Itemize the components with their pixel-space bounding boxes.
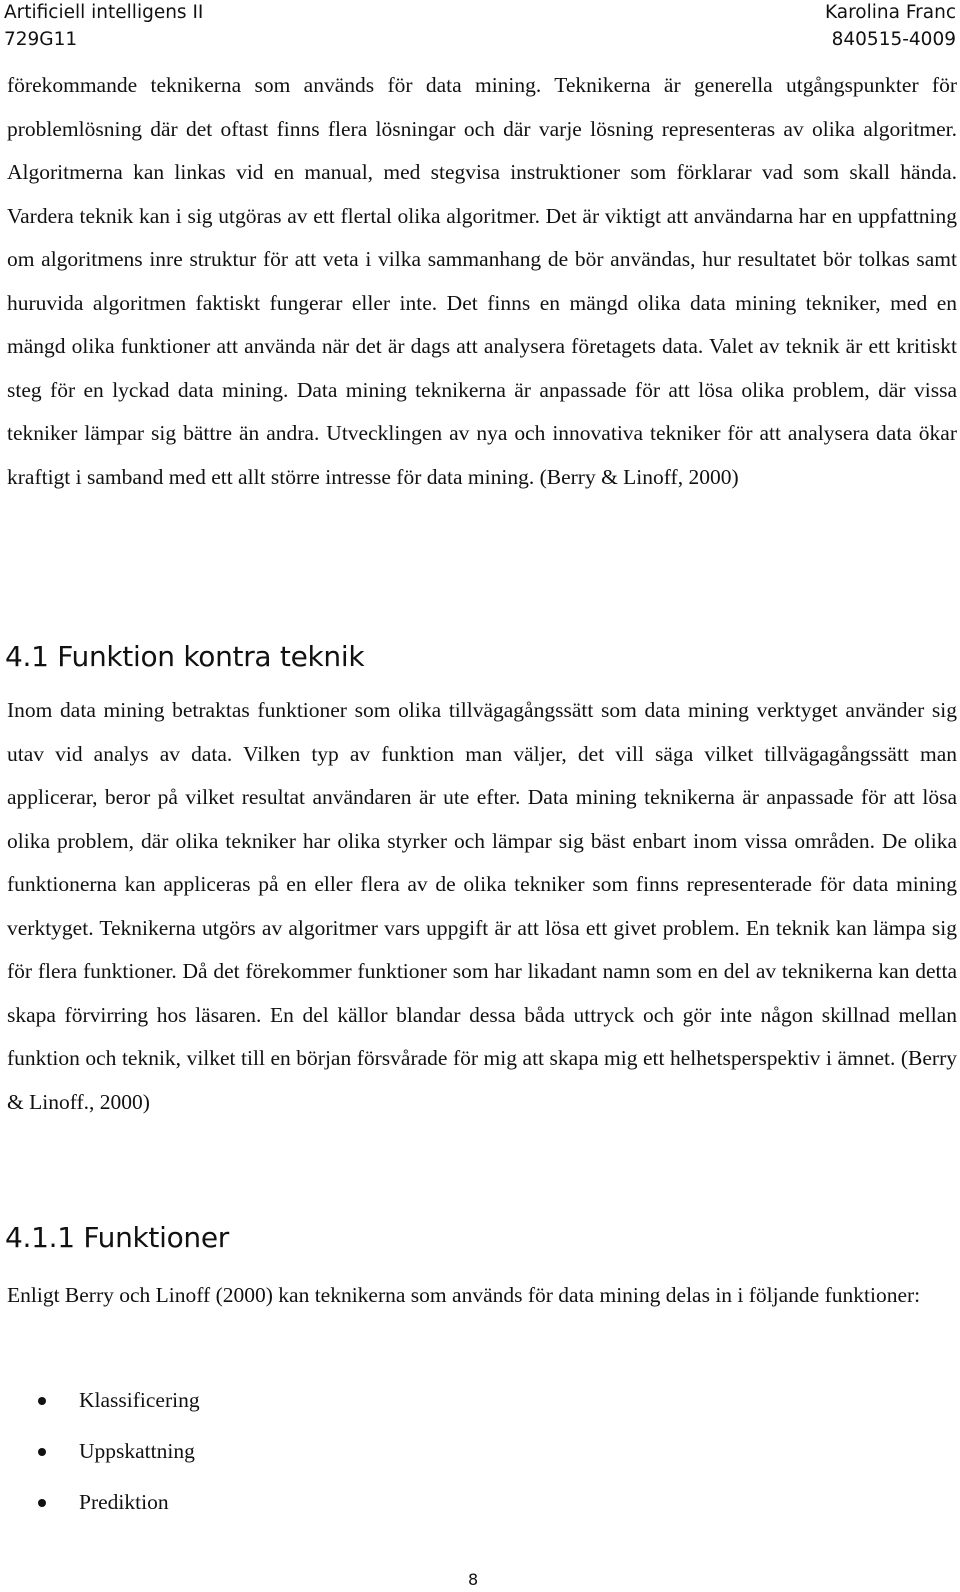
- author-name: Karolina Franc: [824, 2, 956, 23]
- list-item: [0, 1378, 600, 1429]
- list-item: [0, 1480, 600, 1531]
- list-item-text: Prediktion: [79, 1490, 169, 1514]
- course-name: Artificiell intelligens II: [4, 2, 204, 23]
- heading-4-1-1: 4.1.1 Funktioner: [5, 1221, 229, 1254]
- header-right: [825, 0, 956, 53]
- list-item: [0, 1429, 600, 1480]
- course-code: 729G11: [4, 29, 78, 50]
- header-left: [4, 0, 203, 53]
- list-item-text: Uppskattning: [79, 1439, 195, 1463]
- bullet-icon: [38, 1397, 46, 1405]
- page-header: [4, 0, 956, 60]
- paragraph-4-1: Inom data mining betraktas funktioner som olika tillvägagångssätt som data mining verktyget använder sig utav vid analys av data. Vilken typ av funktion man väljer, det vill säga vilket tillvägagångssätt man applicerar, beror på vilket resultat användaren är ute efter. Data mining teknikerna är anpassade för att lösa olika problem, där olika tekniker har olika styrker och lämpar sig bäst enbart inom vissa områden. De olika funktionerna kan appliceras på en eller flera av de olika tekniker som finns representerade för data mining verktyget. Teknikerna utgörs av algoritmer vars uppgift är att lösa ett givet problem. En teknik kan lämpa sig för flera funktioner. Då det förekommer funktioner som har likadant namn som en del av teknikerna kan detta skapa förvirring hos läsaren. En del källor blandar dessa båda uttryck och gör inte någon skillnad mellan funktion och teknik, vilket till en början försvårade för mig att skapa mig ett helhetsperspektiv i ämnet. (Berry & Linoff., 2000): [7, 698, 957, 1114]
- heading-4-1: 4.1 Funktion kontra teknik: [5, 640, 365, 673]
- page-number: 8: [468, 1570, 479, 1589]
- bullet-icon: [38, 1448, 46, 1456]
- function-list: [0, 1378, 600, 1531]
- paragraph-intro: förekommande teknikerna som används för data mining. Teknikerna är generella utgångspunkter för problemlösning där det oftast finns flera lösningar och där varje lösning representeras av olika algoritmer. Algoritmerna kan linkas vid en manual, med stegvisa instruktioner som förklarar vad som skall hända. Vardera teknik kan i sig utgöras av ett flertal olika algoritmer. Det är viktigt att användarna har en uppfattning om algoritmens inre struktur för att veta i vilka sammanhang de bör användas, hur resultatet bör tolkas samt huruvida algoritmen faktiskt fungerar eller inte. Det finns en mängd olika data mining tekniker, med en mängd olika funktioner att använda när det är dags att analysera företagets data. Valet av teknik är ett kritiskt steg för en lyckad data mining. Data mining teknikerna är anpassade för att lösa olika problem, där vissa tekniker lämpar sig bättre än andra. Utvecklingen av nya och innovativa tekniker för att analysera data ökar kraftigt i samband med ett allt större intresse för data mining. (Berry & Linoff, 2000): [7, 73, 957, 489]
- list-item-text: Klassificering: [79, 1388, 200, 1412]
- author-id: 840515-4009: [831, 29, 956, 50]
- bullet-icon: [38, 1499, 46, 1507]
- paragraph-4-1-1: Enligt Berry och Linoff (2000) kan teknikerna som används för data mining delas in i följande funktioner:: [7, 1283, 921, 1307]
